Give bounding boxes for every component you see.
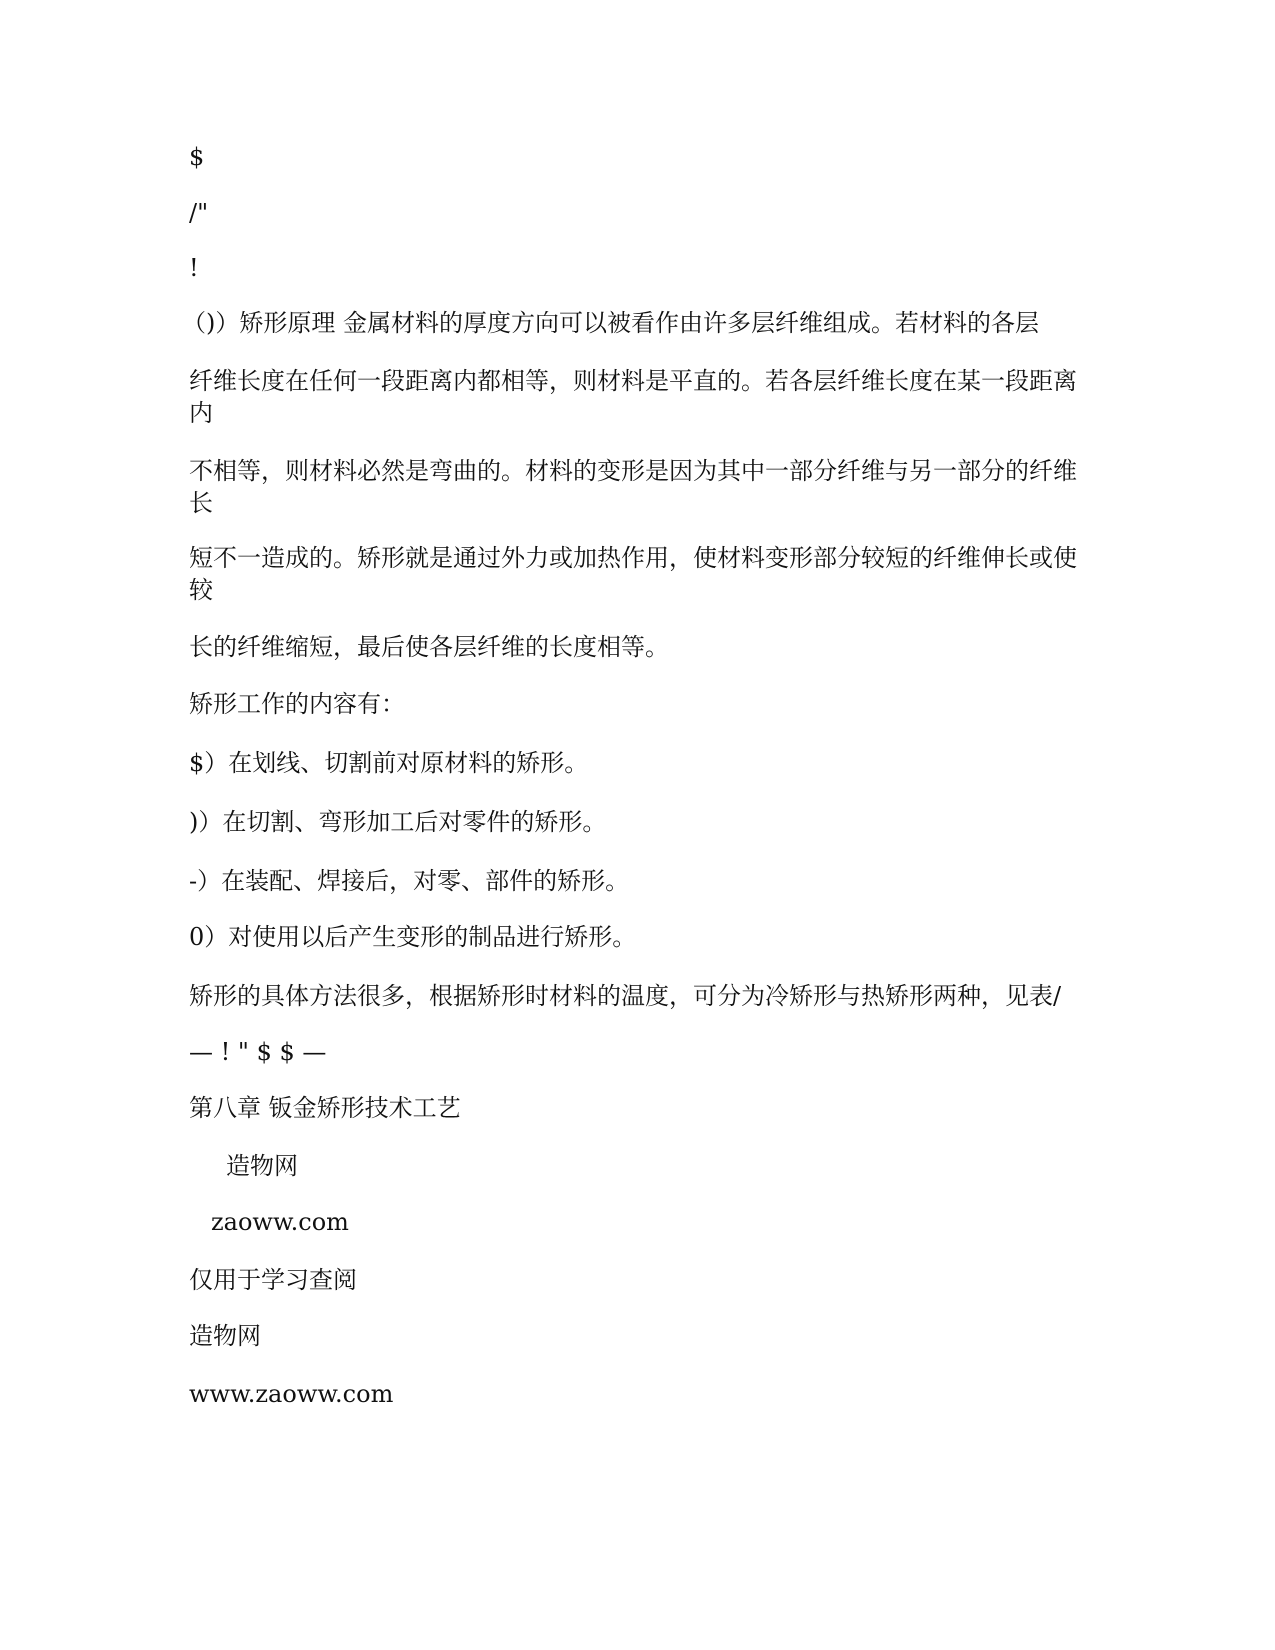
watermark-name: 造物网	[226, 1152, 298, 1180]
paragraph-line: （)）矫形原理 金属材料的厚度方向可以被看作由许多层纤维组成。若材料的各层	[182, 309, 1039, 337]
list-item: )）在切割、弯形加工后对零件的矫形。	[189, 808, 607, 836]
page-number: — ! " $ $ —	[189, 1038, 327, 1066]
paragraph-line: 矫形的具体方法很多，根据矫形时材料的温度，可分为冷矫形与热矫形两种，见表/	[189, 982, 1062, 1010]
list-item: 0）对使用以后产生变形的制品进行矫形。	[189, 923, 637, 951]
text-line: $	[189, 143, 205, 171]
paragraph-line: 长的纤维缩短，最后使各层纤维的长度相等。	[189, 633, 669, 661]
list-item: -）在装配、焊接后，对零、部件的矫形。	[189, 867, 630, 895]
list-item: $）在划线、切割前对原材料的矫形。	[189, 749, 589, 777]
paragraph-line: 短不一造成的。矫形就是通过外力或加热作用，使材料变形部分较短的纤维伸长或使较	[189, 544, 1077, 604]
watermark-domain: zaoww.com	[211, 1208, 349, 1236]
text-line: !	[189, 254, 199, 282]
paragraph-line: 矫形工作的内容有：	[189, 690, 405, 718]
text-line: /"	[189, 199, 209, 227]
watermark-name: 造物网	[189, 1322, 261, 1350]
watermark-notice: 仅用于学习查阅	[189, 1266, 357, 1294]
paragraph-line: 不相等，则材料必然是弯曲的。材料的变形是因为其中一部分纤维与另一部分的纤维长	[189, 457, 1077, 517]
chapter-title: 第八章 钣金矫形技术工艺	[189, 1094, 461, 1122]
paragraph-line: 纤维长度在任何一段距离内都相等，则材料是平直的。若各层纤维长度在某一段距离内	[189, 367, 1077, 427]
watermark-domain: www.zaoww.com	[189, 1380, 394, 1408]
